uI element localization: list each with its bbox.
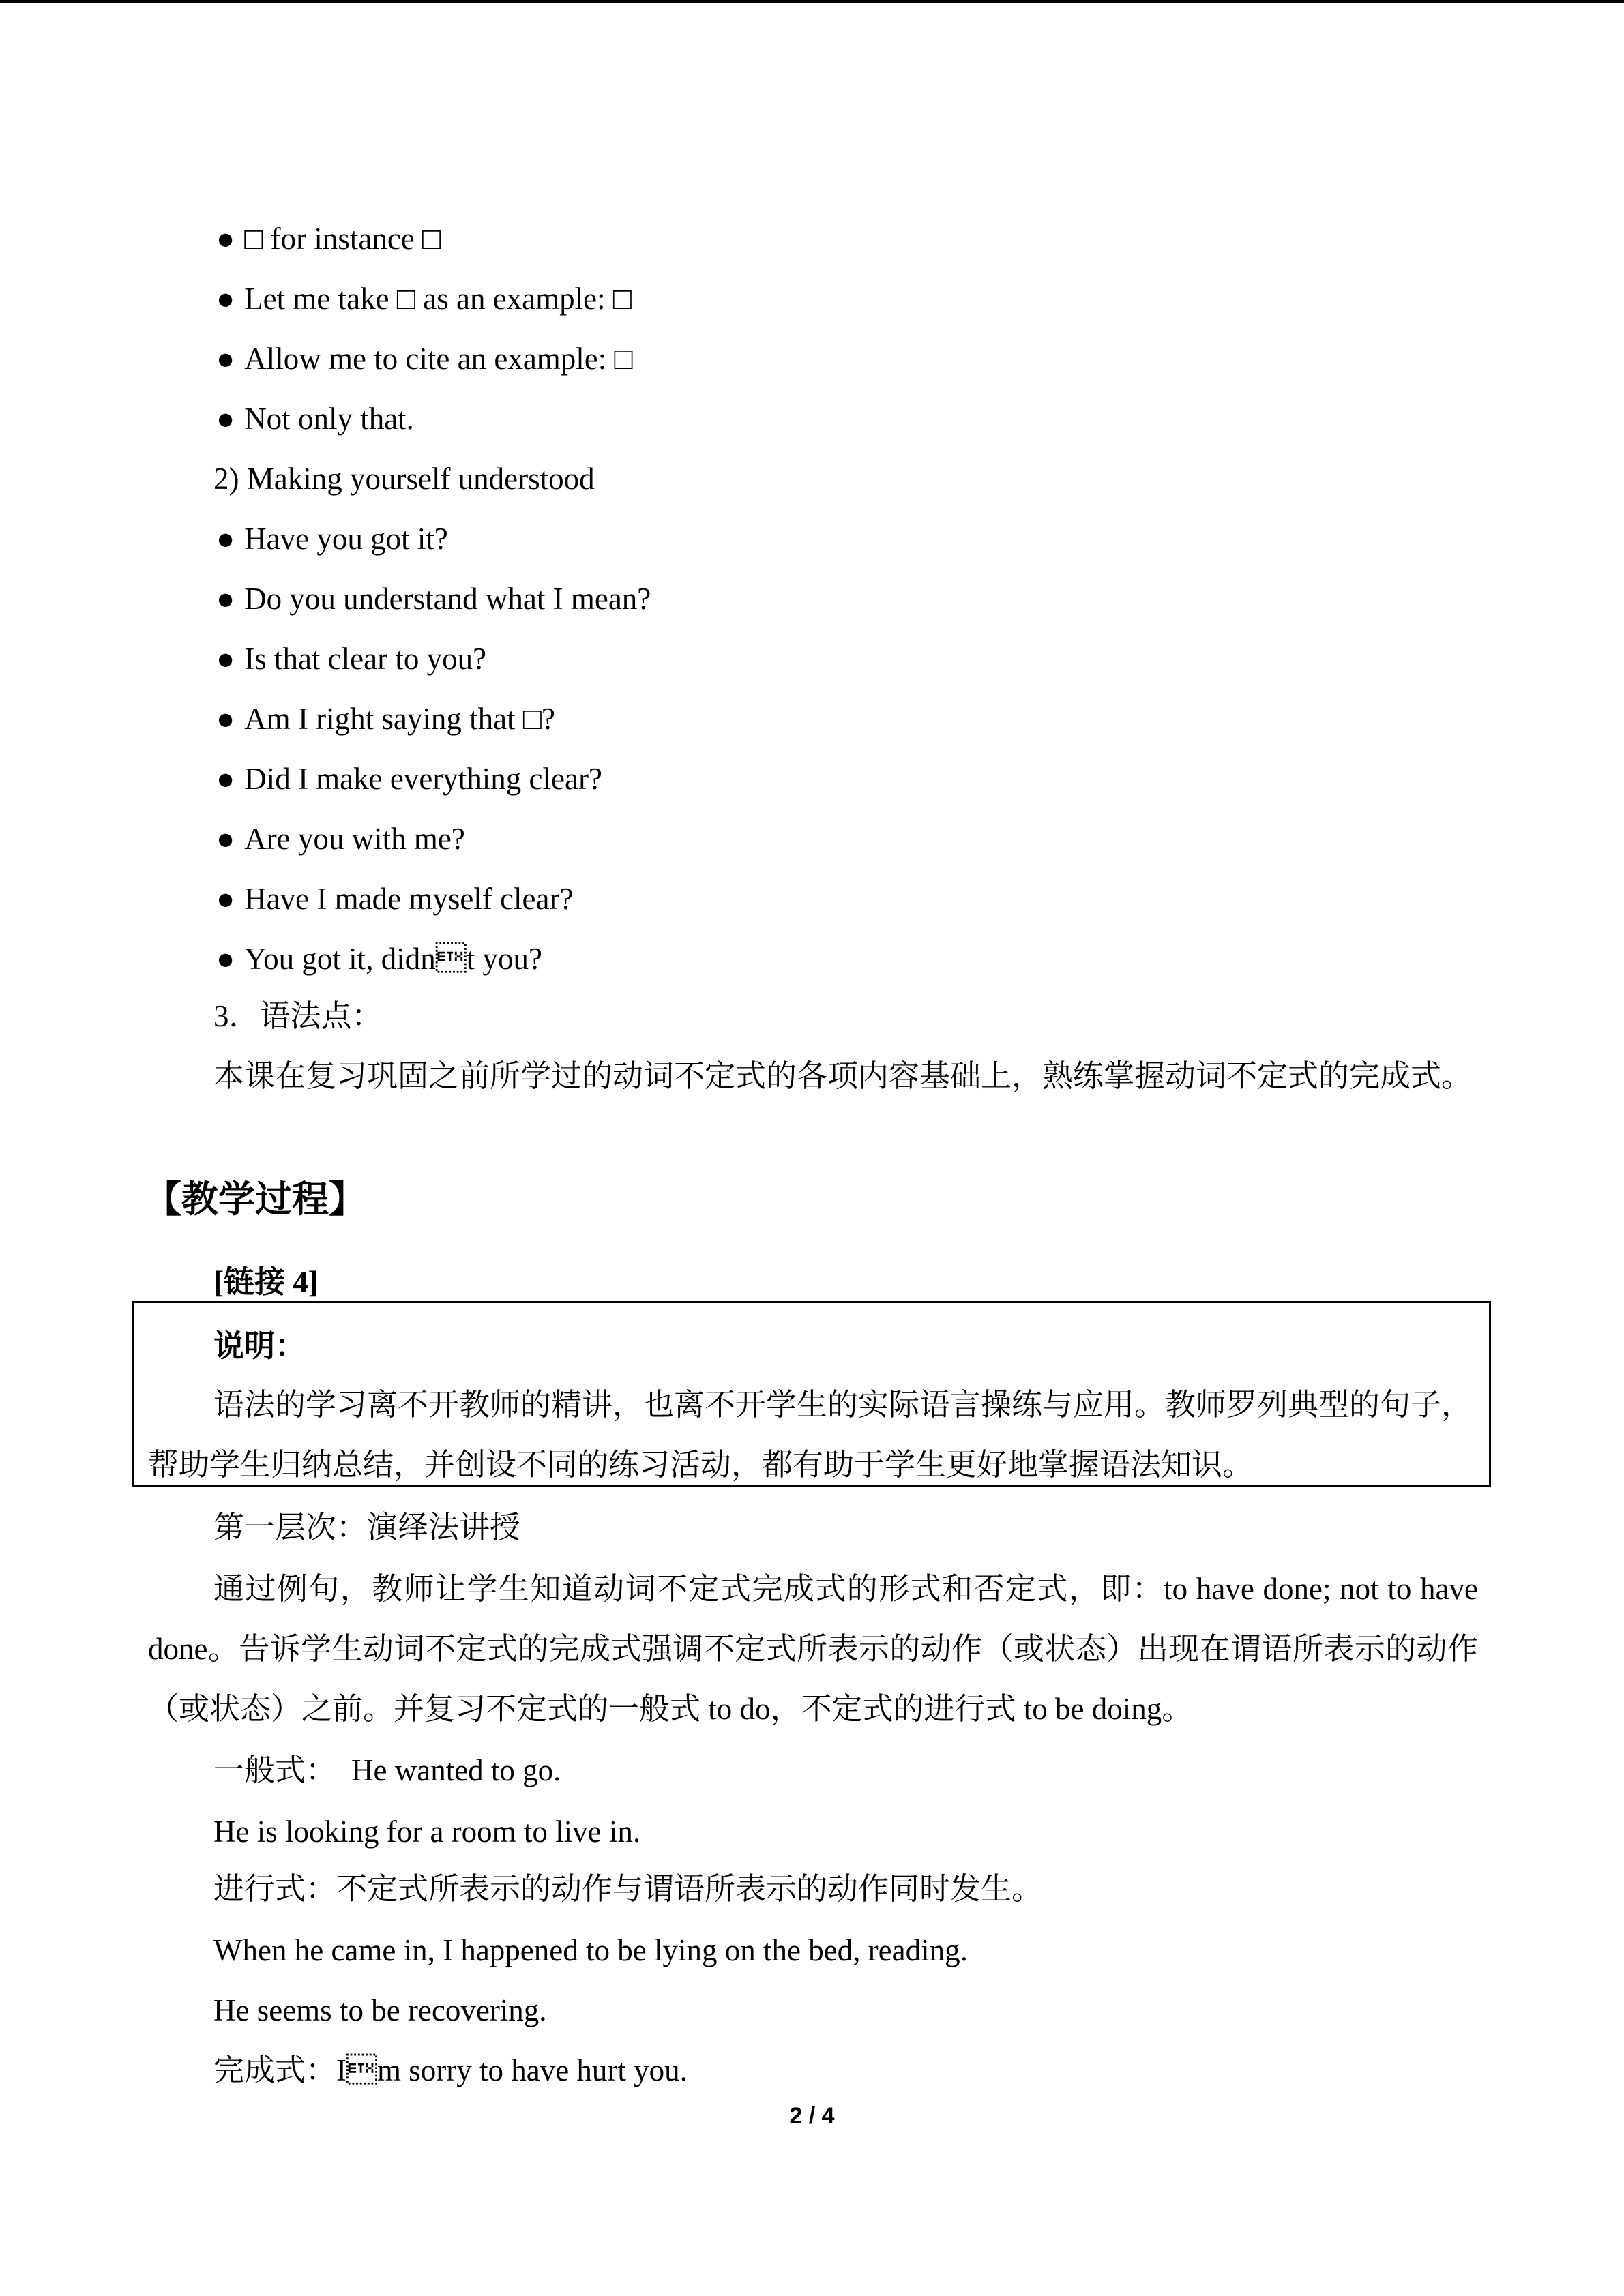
bullet-icon: ● [216,882,235,916]
phrase-text: You got it, didnt you? [244,942,542,976]
phrase-text: Did I make everything clear? [244,762,602,796]
page-number: 2 / 4 [789,2103,835,2129]
example-simple-row [213,1750,561,1791]
list-item [216,638,486,679]
phrase-text: Is that clear to you? [244,642,487,676]
bullet-icon: ● [216,402,235,436]
list-item [216,218,441,259]
note-text: 语法的学习离不开教师的精讲，也离不开学生的实际语言操练与应用。教师罗列典型的句子，帮助学生归纳总结，并创设不同的练习活动，都有助于学生更好地掌握语法知识。 [148,1388,1473,1482]
list-item [216,398,414,439]
phrase-text: Let me take □ as an example: □ [244,282,632,316]
top-border [0,0,1624,3]
bullet-icon: ● [216,582,235,616]
progressive-description: 进行式：不定式所表示的动作与谓语所表示的动作同时发生。 [213,1872,1043,1906]
list-item [216,878,573,919]
link-label: [链接 4] [213,1265,319,1299]
subheading: 2) Making yourself understood [213,462,595,496]
bullet-icon: ● [216,342,235,376]
phrase-text: Am I right saying that □? [244,702,556,736]
list-item [216,698,555,739]
list-item [216,518,448,559]
bullet-icon: ● [216,942,235,976]
phrase-text: Have I made myself clear? [244,882,574,916]
list-item [216,758,602,799]
example-sentence: When he came in, I happened to be lying on the bed, reading. [213,1933,968,1967]
grammar-heading: 3．语法点： [213,999,383,1033]
example-label: 一般式： [213,1753,337,1787]
bullet-icon: ● [216,822,235,856]
grammar-paragraph: 本课在复习巩固之前所学过的动词不定式的各项内容基础上，熟练掌握动词不定式的完成式。 [213,1059,1473,1093]
example-sentence: He is looking for a room to live in. [213,1815,641,1849]
list-item [216,338,633,379]
level1-title: 第一层次：演绎法讲授 [213,1510,521,1545]
bullet-icon: ● [216,762,235,796]
bullet-icon: ● [216,642,235,676]
note-title: 说明： [213,1329,306,1363]
list-item [216,278,632,319]
example-sentence: He wanted to go. [351,1753,561,1787]
section-title: 【教学过程】 [145,1178,366,1221]
bullet-icon: ● [216,522,235,556]
perfect-example: 完成式：Im sorry to have hurt you. [213,2053,688,2087]
bullet-icon: ● [216,282,235,316]
phrase-text: Allow me to cite an example: □ [244,342,633,376]
phrase-text: Have you got it? [244,522,448,556]
phrase-text: Not only that. [244,402,414,436]
bullet-icon: ● [216,702,235,736]
list-item [216,578,651,619]
phrase-text: Are you with me? [244,822,465,856]
list-item [216,938,542,979]
phrase-text: Do you understand what I mean? [244,582,651,616]
bullet-icon: ● [216,222,235,256]
level1-paragraph: 通过例句，教师让学生知道动词不定式完成式的形式和否定式，即：to have done; not to have done。告诉学生动词不定式的完成式强调不定式所表示的动作（或状态）出现在谓语所表示的动作（或状态）之前。并复习不定式的一般式 to do，不定式的进行式 to be doing。 [148,1572,1478,1726]
list-item [216,818,465,859]
example-sentence: He seems to be recovering. [213,1993,547,2027]
phrase-text: □ for instance □ [244,222,441,256]
